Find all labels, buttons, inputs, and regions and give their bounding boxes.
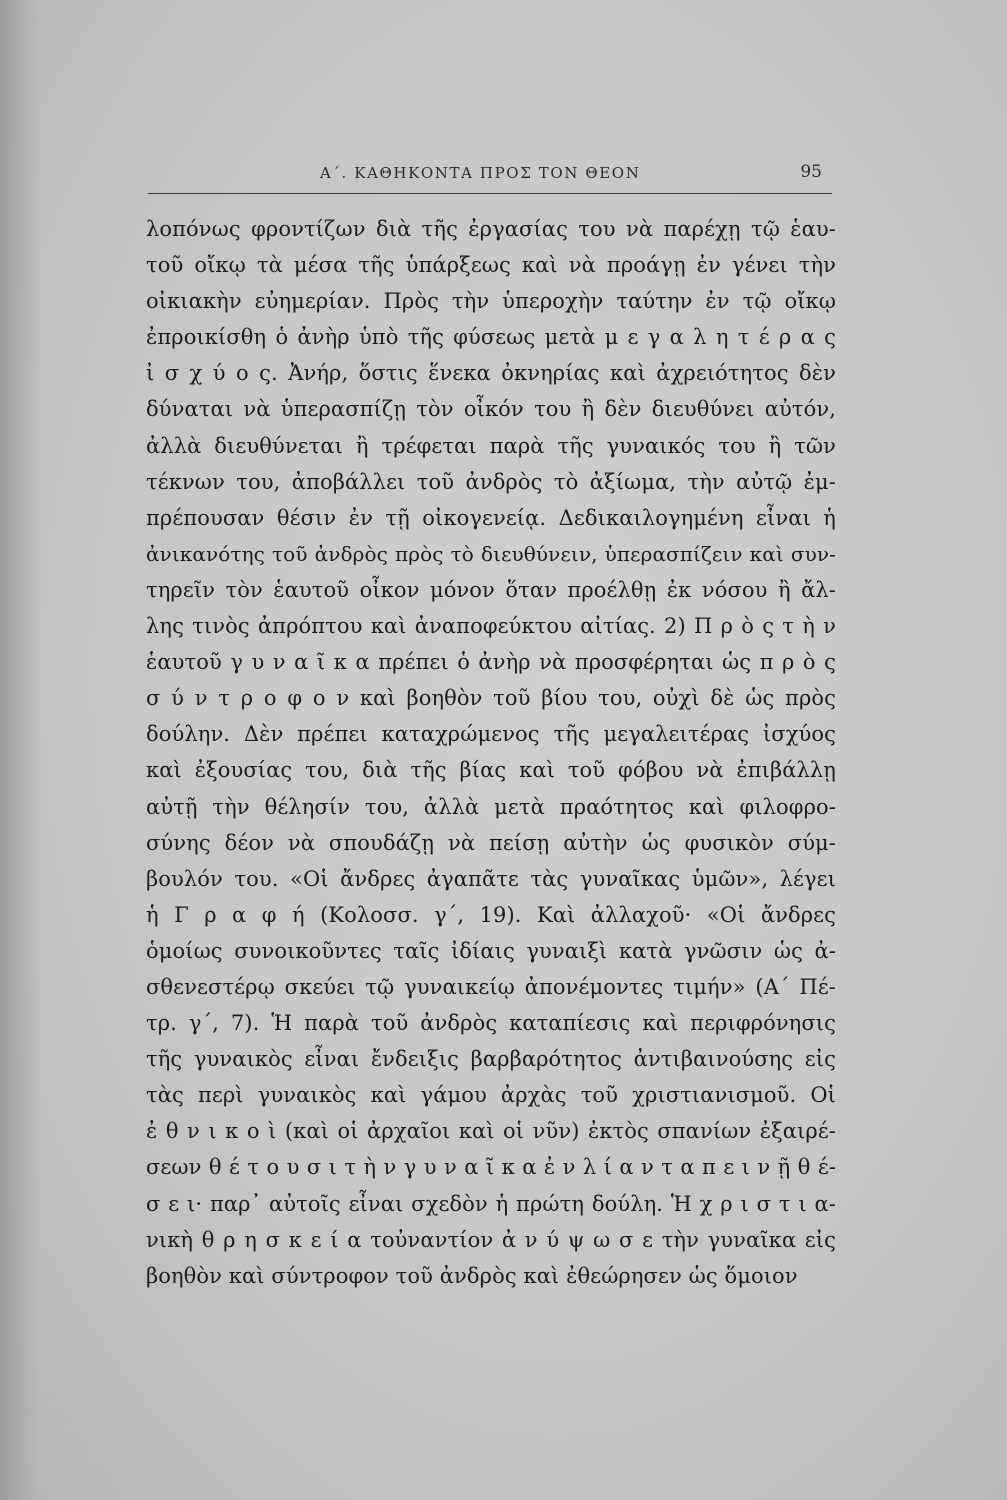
text-line: αὐτῇ τὴν θέλησίν του, ἀλλὰ μετὰ πραότητος καὶ φιλοφρο-: [146, 794, 836, 819]
text-line: τρ. γ΄, 7). Ἡ παρὰ τοῦ ἀνδρὸς καταπίεσις καὶ περιφρόνησις: [146, 1011, 836, 1036]
text-line: τοῦ οἴκῳ τὰ μέσα τῆς ὑπάρξεως καὶ νὰ προάγῃ ἐν γένει τὴν: [146, 253, 836, 278]
text-line: τέκνων του, ἀποβάλλει τοῦ ἀνδρὸς τὸ ἀξίωμα, τὴν αὐτῷ ἐμ-: [146, 469, 836, 494]
text-line: ἡ Γ ρ α φ ή (Κολοσσ. γ΄, 19). Καὶ ἀλλαχοῦ· «Οἱ ἄνδρες: [146, 902, 836, 927]
text-line: τῆς γυναικὸς εἶναι ἔνδειξις βαρβαρότητος ἀντιβαινούσης εἰς: [146, 1047, 836, 1072]
text-line: βοηθὸν καὶ σύντροφον τοῦ ἀνδρὸς καὶ ἐθεώρησεν ὡς ὅμοιον: [146, 1263, 798, 1288]
text-line: λοπόνως φροντίζων διὰ τῆς ἐργασίας του νὰ παρέχῃ τῷ ἑαυ-: [146, 217, 836, 241]
text-line: σεων θ έ τ ο υ σ ι τ ὴ ν γ υ ν α ῖ κ α ἐ ν λ ί α ν τ α π ε ι ν ῇ θ έ-: [146, 1155, 836, 1180]
running-title: Α΄. ΚΑΘΗΚΟΝΤΑ ΠΡΟΣ ΤΟΝ ΘΕΟΝ: [320, 164, 641, 182]
text-line: καὶ ἐξουσίας του, διὰ τῆς βίας καὶ τοῦ φόβου νὰ ἐπιβάλλῃ: [146, 758, 836, 783]
text-line: βουλόν του. «Οἱ ἄνδρες ἀγαπᾶτε τὰς γυναῖκας ὑμῶν», λέγει: [146, 866, 836, 891]
text-line: ὁμοίως συνοικοῦντες ταῖς ἰδίαις γυναιξὶ κατὰ γνῶσιν ὡς ἀ-: [146, 938, 836, 963]
text-line: δούλην. Δὲν πρέπει καταχρώμενος τῆς μεγαλειτέρας ἰσχύος: [146, 722, 836, 747]
text-line: ἐ θ ν ι κ ο ὶ (καὶ οἱ ἀρχαῖοι καὶ οἱ νῦν) ἐκτὸς σπανίων ἐξαιρέ-: [146, 1119, 836, 1144]
text-line: ἑαυτοῦ γ υ ν α ῖ κ α πρέπει ὁ ἀνὴρ νὰ προσφέρηται ὡς π ρ ὸ ς: [146, 650, 836, 675]
text-line: σ ε ι· παρ᾿ αὐτοῖς εἶναι σχεδὸν ἡ πρώτη δούλη. Ἡ χ ρ ι σ τ ι α-: [146, 1191, 836, 1216]
text-line: λης τινὸς ἀπρόπτου καὶ ἀναποφεύκτου αἰτίας. 2) Π ρ ὸ ς τ ὴ ν: [146, 614, 836, 639]
text-line: οἰκιακὴν εὐημερίαν. Πρὸς τὴν ὑπεροχὴν ταύτην ἐν τῷ οἴκῳ: [146, 289, 836, 314]
header-rule: [148, 193, 832, 194]
text-line: ἀνικανότης τοῦ ἀνδρὸς πρὸς τὸ διευθύνειν, ὑπερασπίζειν καὶ συν-: [146, 541, 836, 566]
running-head: [150, 160, 826, 190]
text-line: ἰ σ χ ύ ο ς. Ἀνήρ, ὅστις ἕνεκα ὀκνηρίας καὶ ἀχρειότητος δὲν: [146, 361, 836, 386]
text-line: τὰς περὶ γυναικὸς καὶ γάμου ἀρχὰς τοῦ χριστιανισμοῦ. Οἱ: [146, 1083, 836, 1108]
text-line: σ ύ ν τ ρ ο φ ο ν καὶ βοηθὸν τοῦ βίου του, οὐχὶ δὲ ὡς πρὸς: [146, 686, 836, 711]
body-text: [146, 211, 836, 1294]
text-line: σύνης δέον νὰ σπουδάζῃ νὰ πείσῃ αὐτὴν ὡς φυσικὸν σύμ-: [146, 830, 836, 855]
text-line: πρέπουσαν θέσιν ἐν τῇ οἰκογενείᾳ. Δεδικαιλογημένη εἶναι ἡ: [146, 505, 836, 530]
text-line: τηρεῖν τὸν ἑαυτοῦ οἶκον μόνον ὅταν προέλθῃ ἐκ νόσου ἢ ἄλ-: [146, 577, 836, 602]
text-line: ἐπροικίσθη ὁ ἀνὴρ ὑπὸ τῆς φύσεως μετὰ μ ε γ α λ η τ έ ρ α ς: [146, 325, 836, 350]
binding-shadow: [0, 0, 40, 1500]
text-line: σθενεστέρῳ σκεύει τῷ γυναικείῳ ἀπονέμοντες τιμήν» (Α΄ Πέ-: [146, 974, 836, 999]
text-line: νικὴ θ ρ η σ κ ε ί α τοὐναντίον ἀ ν ύ ψ ω σ ε τὴν γυναῖκα εἰς: [146, 1227, 836, 1252]
text-line: ἀλλὰ διευθύνεται ἢ τρέφεται παρὰ τῆς γυναικός του ἢ τῶν: [146, 433, 836, 458]
text-line: δύναται νὰ ὑπερασπίζῃ τὸν οἶκόν του ἢ δὲν διευθύνει αὐτόν,: [146, 397, 836, 422]
page-number: 95: [800, 162, 822, 182]
